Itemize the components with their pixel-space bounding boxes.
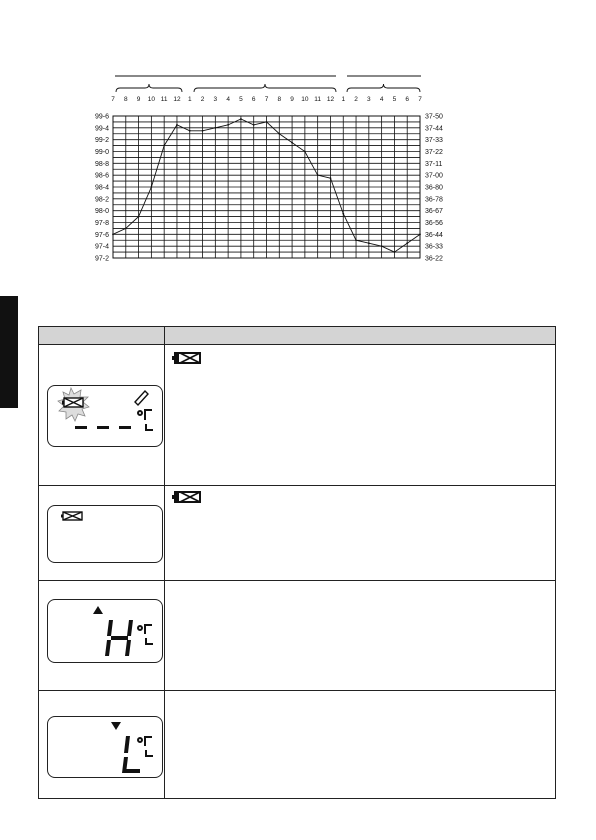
table-header [39, 327, 555, 345]
lcd-display-high-graphic [48, 600, 162, 662]
x-tick-label: 7 [264, 96, 269, 103]
x-tick-label: 2 [354, 96, 358, 103]
y-tick-label-right: 36-44 [425, 231, 443, 239]
x-tick-label: 6 [251, 96, 256, 103]
triangle-down-icon [111, 722, 121, 730]
brace-period-3 [347, 84, 420, 92]
temperature-point [253, 124, 255, 126]
y-tick-label-right: 37-22 [425, 149, 443, 156]
degree-unit-icon [138, 410, 153, 430]
temperature-point [125, 228, 127, 230]
temperature-point [394, 251, 396, 253]
temperature-point [176, 124, 178, 126]
header-column-divider [164, 327, 165, 345]
x-tick-label: 12 [173, 96, 181, 103]
y-tick-label-right: 36-80 [425, 184, 443, 192]
x-tick-label: 7 [418, 96, 422, 103]
temperature-point [291, 142, 293, 144]
y-tick-label-left: 97-4 [94, 243, 109, 251]
x-tick-label: 8 [277, 96, 282, 103]
x-tick-label: 1 [341, 96, 346, 103]
temperature-point [112, 233, 114, 235]
column-divider [164, 345, 165, 798]
brace-period-1 [116, 84, 182, 92]
y-tick-label-left: 97-2 [94, 255, 109, 263]
row-separator [39, 485, 555, 486]
temperature-point [381, 245, 383, 247]
battery-x-icon [172, 351, 202, 370]
lcd-display-low-battery-graphic [48, 386, 162, 446]
temperature-point [214, 127, 216, 129]
temperature-point [189, 130, 191, 132]
x-tick-label: 9 [290, 96, 294, 103]
x-tick-label: 6 [405, 96, 410, 103]
x-tick-label: 10 [147, 96, 155, 103]
x-tick-label: 7 [111, 96, 115, 103]
battery-x-icon [62, 398, 83, 407]
row-separator [39, 690, 555, 691]
temperature-point [202, 130, 204, 132]
lcd-display-low-graphic [48, 717, 162, 777]
degree-unit-icon [138, 625, 153, 644]
y-tick-label-left: 98-4 [94, 184, 109, 192]
y-tick-label-right: 37-11 [425, 160, 443, 168]
y-tick-label-right: 36-56 [425, 220, 443, 227]
x-tick-label: 9 [136, 96, 141, 103]
temperature-point [150, 186, 152, 188]
y-tick-label-left: 99-4 [94, 125, 109, 133]
temperature-point [330, 177, 332, 179]
temperature-point [138, 216, 140, 218]
y-tick-label-right: 36-33 [425, 243, 443, 251]
temperature-point [240, 118, 242, 120]
temperature-point [342, 213, 344, 215]
y-tick-label-right: 36-22 [425, 255, 443, 263]
battery-x-icon [172, 490, 202, 509]
x-tick-label: 3 [367, 96, 371, 103]
y-tick-label-right: 37-44 [425, 125, 443, 133]
temperature-point [227, 124, 229, 126]
y-tick-label-left: 98-2 [94, 196, 109, 204]
temperature-point [355, 239, 357, 241]
lcd-display-low [47, 716, 163, 778]
lcd-display-battery-empty [47, 505, 163, 563]
temperature-point [278, 133, 280, 135]
high-H-glyph [105, 620, 133, 656]
brace-period-2 [194, 84, 336, 92]
battery-x-icon [61, 512, 82, 520]
temperature-point [317, 174, 319, 176]
y-tick-label-left: 97-6 [94, 231, 109, 239]
x-tick-label: 4 [379, 96, 384, 103]
lcd-display-high [47, 599, 163, 663]
x-tick-label: 2 [200, 96, 205, 103]
x-tick-label: 5 [239, 96, 243, 103]
low-L-glyph [122, 736, 140, 773]
temperature-point [163, 145, 165, 147]
y-tick-label-left: 99-0 [94, 149, 109, 156]
y-tick-label-left: 98-0 [94, 208, 109, 216]
x-tick-label: 8 [123, 96, 128, 103]
lcd-display-low-battery [47, 385, 163, 447]
temperature-point [368, 242, 370, 244]
x-tick-label: 5 [392, 96, 397, 103]
degree-unit-icon [138, 737, 153, 756]
temperature-point [419, 233, 421, 235]
probe-icon [135, 391, 148, 405]
x-tick-label: 11 [314, 96, 322, 103]
temperature-chart [0, 0, 596, 296]
x-tick-label: 4 [226, 96, 230, 103]
y-tick-label-left: 97-8 [94, 220, 109, 227]
x-tick-label: 11 [160, 96, 168, 103]
row-separator [39, 580, 555, 581]
triangle-up-icon [93, 606, 103, 614]
temperature-point [406, 242, 408, 244]
lcd-display-battery-empty-graphic [48, 506, 162, 562]
language-side-tab [0, 296, 18, 408]
y-tick-label-right: 37-50 [425, 113, 443, 121]
y-tick-label-right: 36-78 [425, 196, 443, 204]
y-tick-label-left: 99-6 [94, 113, 109, 121]
y-tick-label-left: 98-8 [94, 160, 109, 168]
error-display-table [38, 326, 556, 799]
x-tick-label: 3 [213, 96, 218, 103]
y-tick-label-left: 98-6 [94, 172, 109, 180]
y-tick-label-left: 99-2 [94, 137, 109, 145]
y-tick-label-right: 36-67 [425, 208, 443, 216]
x-tick-label: 12 [326, 96, 335, 103]
y-tick-label-right: 37-33 [425, 137, 443, 145]
temperature-point [266, 121, 268, 123]
x-tick-label: 1 [187, 96, 192, 103]
x-tick-label: 10 [301, 96, 309, 103]
temperature-point [304, 151, 306, 153]
y-tick-label-right: 37-00 [425, 172, 443, 180]
dash-segments [75, 426, 131, 429]
